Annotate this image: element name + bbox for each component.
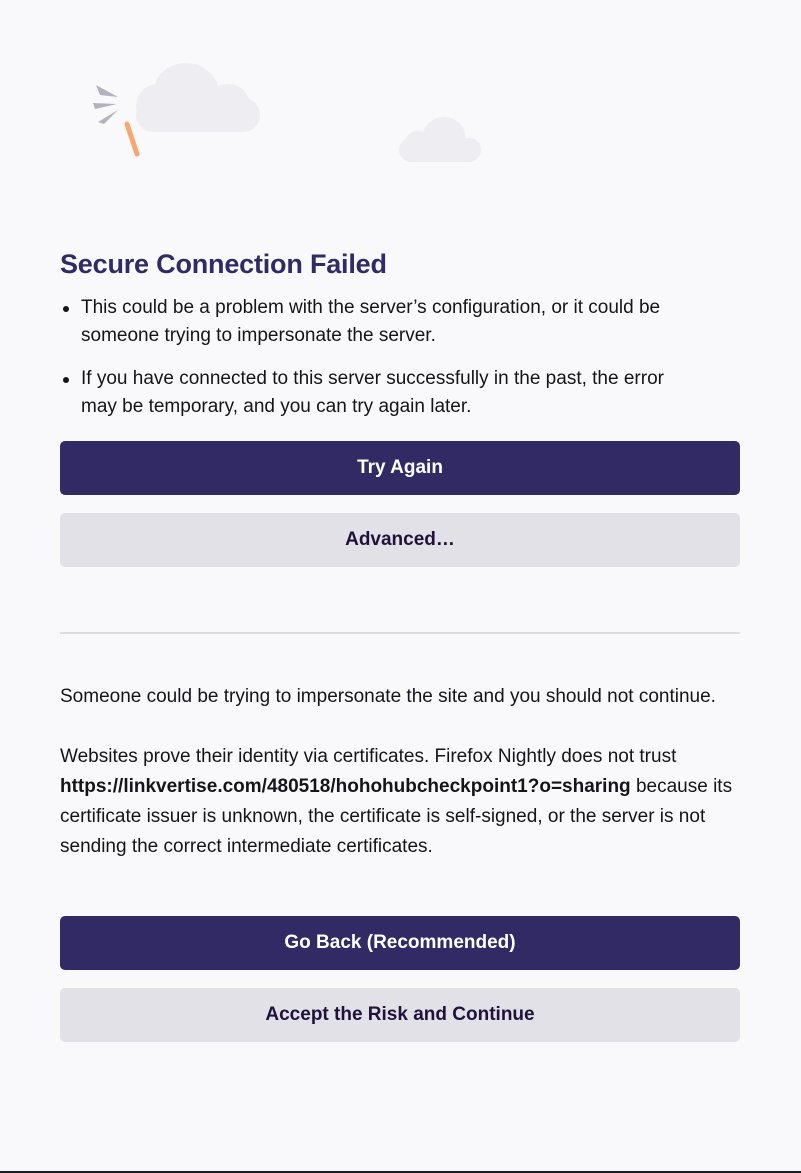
falling-stick-icon xyxy=(127,124,137,154)
certificate-explanation xyxy=(60,742,740,862)
spark-lines-icon xyxy=(93,85,118,124)
reason-item: This could be a problem with the server’s configuration, or it could be someone trying to impersonate the server. xyxy=(81,294,701,350)
impersonation-warning: Someone could be trying to impersonate the site and you should not continue. xyxy=(60,686,716,707)
accept-risk-button[interactable]: Accept the Risk and Continue xyxy=(60,988,740,1042)
error-illustration xyxy=(0,0,801,200)
advanced-button[interactable]: Advanced… xyxy=(60,513,740,567)
advanced-actions xyxy=(60,916,740,1042)
section-divider xyxy=(60,632,740,634)
cloud-large-icon xyxy=(136,63,260,132)
try-again-button[interactable]: Try Again xyxy=(60,441,740,495)
error-content xyxy=(60,246,740,567)
certificate-text-after: because its certificate issuer is unknown, the certificate is self-signed, or the server is not sending the correct intermediate certificates. xyxy=(60,776,733,857)
page-title: Secure Connection Failed xyxy=(60,249,387,279)
advanced-panel xyxy=(60,682,740,862)
cloud-small-icon xyxy=(399,117,481,162)
go-back-button[interactable]: Go Back (Recommended) xyxy=(60,916,740,970)
reason-item: If you have connected to this server successfully in the past, the error may be temporary, and you can try again later. xyxy=(81,365,701,421)
certificate-text-before: Websites prove their identity via certificates. Firefox Nightly does not trust xyxy=(60,746,677,767)
error-reasons-list xyxy=(60,294,740,421)
site-url: https://linkvertise.com/480518/hohohubcheckpoint1?o=sharing xyxy=(60,776,631,797)
